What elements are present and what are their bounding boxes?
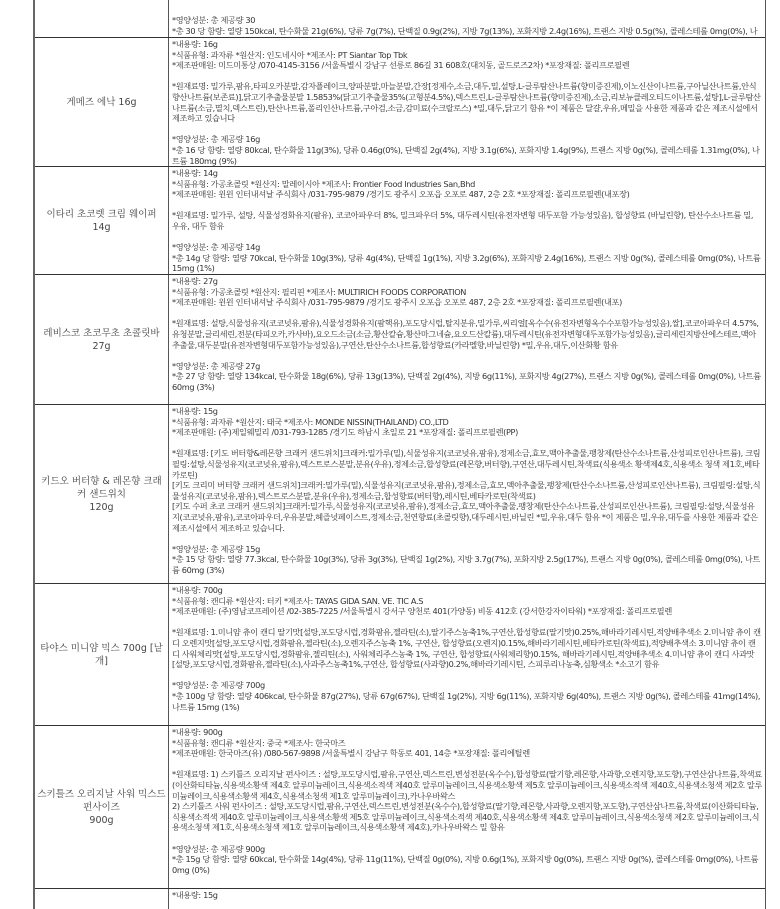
nutrition-detail: *총 27 당 함량: 열량 134kcal, 탄수화물 18g(6%), 당류 13g(13%), 단백질 2g(4%), 지방 6g(11%), 포화지방 4g(27%), 트랜스 지방 0g(%), 콜레스테롤 0mg(0%), 나트륨 60mg (3%) (172, 371, 761, 392)
table-row (35, 167, 765, 275)
product-info-cell (169, 0, 765, 37)
nutrition-title: *영양성분: 총 제공량 27g (172, 360, 260, 371)
volume: *내용량: 700g (172, 585, 223, 595)
product-info-cell (169, 889, 765, 909)
table-row (35, 0, 765, 38)
product-name-cell: 이타리 초코렛 크림 웨이퍼 14g (35, 167, 169, 274)
ingredients: *원재료명: 설탕,식물성유지(코코넛유,팜유),식물성경화유지(팜핵유),포도당시럽,탈지분유,밀가루,씨리얼[옥수수(유전자변형옥수수포함가능성있음),쌀],코코아파우더 4.57%,유청분말,글리세린,전분(타피오카,카사바),요오드소금(소금,황산칼슘,황산마그네슘,요오드산칼륨),대두레시틴(유전자변형대두포함가능성있음),글리세린지방산에스테르,맥아추출물,대두분말(유전자변형대두포함가능성있음),구연산,탄산수소나트륨,합성향료(카라멜향,바닐린향) *밀,우유,대두,이산화황 함유 (172, 318, 759, 350)
ingredients-3: [키도 수퍼 초코 크래커 샌드위치]크래커:밀가루,식물성유지(코코넛유,팜유),정제소금,효모,맥아추출물,팽창제(탄산수소나트륨,산성피로인산나트륨), 크림필링:설탕,식물성유지(코코넛유,팜유),코코아파우더,우유분말,헤즐넛페이스트,정제소금,천연향료(초콜릿향),대두레시틴,바닐린 *밀,우유,대두 함유 *이 제품은 밀,우유,대두를 사용한 제품과 같은 제조시설에서 제조하고 있습니다. (172, 501, 758, 533)
ingredients: *원재료명: 1.미니얌 츄이 캔디 딸기맛[설탕,포도당시럽,경화팜유,젤라틴(소),딸기주스농축1%,구연산,합성향료(딸기맛)0.25%,해바라기레시틴,적양배추색소 2.미니얌 츄이 캔디 오렌지맛[설탕,포도당시럽,경화팜유,젤라틴(소),오렌지주스농축 1%, 구연산, 합성향료(오렌지)0.15%,해바라기레시틴,베타카로틴(착색료),적양배추색소 3.미니얌 츄이 캔디 사워체리맛[설탕,포도당시럽,경화팜유,젤리틴(소), 사워체리주스농축 1%, 구연산, 합성향료(사워체리향)0.15%, 해바라기레시틴,적양배추색소 4.미니얌 츄이 캔디 사과맛[설탕,포도당시럽,경화팜유,젤라틴(소),사과주스농축1%,구연산, 합성향료(사과향)0.2%,해바라기레시틴, 스피루리나농축,심황색소 *소고기 함유 (172, 627, 761, 670)
volume: *내용량: 900g (172, 727, 223, 737)
product-name-cell (35, 0, 169, 37)
nutrition-title: *영양성분: 총 제공량 900g (172, 843, 265, 854)
nutrition-title: *영양성분: 총 제공량 14g (172, 242, 260, 253)
nutrition-detail: *총 30 당 함량: 열량 150kcal, 탄수화물 21g(6%), 당류 7g(7%), 단백질 0.9g(2%), 지방 7g(13%), 포화지방 2.4g(16%), 트랜스 지방 0.5g(%), 콜레스테롤 0mg(0%), 나 (172, 25, 758, 36)
volume: *내용량: 14g (172, 168, 218, 178)
nutrition-title: *영양성분: 총 제공량 16g (172, 134, 260, 145)
ingredients: *원재료명: 밀가루, 설탕, 식물성경화유지(팜유), 코코아파우더 8%, 밀크파우더 5%, 대두레시틴(유전자변형 대두포함 가능성있음), 합성향료 (바닐린향), 탄산수소나트륨 밀, 우유, 대두 함유 (172, 210, 754, 231)
maker-line: *제조판매원: (주)제일웨밀리 /031-793-1285 /경기도 하남시 초일로 21 *포장재질: 폴리프로필렌(PP) (172, 427, 518, 438)
type-line: *식품유형: 가공초콜릿 *원산지: 말레이시아 *제조사: Frontier Food Industries San,Bhd (172, 178, 475, 189)
ingredients: *원재료명: 1) 스키틀즈 오리지날 펀사이즈 : 설탕,포도당시럽,팜유,구연산,덱스트린,변성전분(옥수수),합성향료(딸기향,레몬향,사과향,오렌지향,포도향),구연산삼나트륨,착색료(이산화티타늄,식용색소황색 제4호 알루미늄레이크,식용색소적색 제40호 알루미늄레이크,식용색소황색 제5호 알루미늄레이크,식용색소적색 제40호,식용색소청색 제2호 알루미늄레이크,식용색소황색 제4호,식용색소청색 제1호 알루미늄레이크),카나우바왁스 (172, 769, 762, 801)
product-info-cell (169, 38, 765, 166)
table-row (35, 584, 765, 726)
type-line: *식품유형: 가공초콜릿 *원산지: 필리핀 *제조사: MULTIRICH FOODS CORPORATION (172, 286, 467, 297)
nutrition-detail: *총 15g 당 함량: 열량 60kcal, 탄수화물 14g(4%), 당류 11g(11%), 단백질 0g(0%), 지방 0.6g(1%), 포화지방 0g(0%), 트랜스 지방 0g(%), 콜레스테롤 0mg(0%), 나트륨 0mg (0%) (172, 854, 759, 875)
ingredients-2: [키도 크리미 버터향 크래커 샌드위치]크래커:밀가루(밀),식물성유지(코코넛유,팜유),정제소금,효모,맥아추출물,팽창제(탄산수소나트륨,산성피로인산나트륨), 크림필링:설탕,식물성유지(코코넛유,팜유),덱스트로스분말,분유(우유),정제소금,합성향료(버터향),레시틴,베타카로틴(착색료) (172, 480, 761, 501)
product-info-cell (169, 726, 765, 888)
ingredients: *원재료명: 밀가루,팜유,타피오카분말,감자플레이크,양파분말,마늘분말,간장[정제수,소금,대두,밀,설탕,L-글루탐산나트륨(향미증진제),이노신산이나트륨,구아닐산나트륨,안식향산나트륨(보존료)],닭고기추출물분말 1.5853%(닭고기추출물35%(고형분4.5%),덱스트린,L-글루탐산나트륨(향미증진제),소금,리보뉴클레오티드이나트륨,설탕],L-글루탐산나트륨(소금,멸치,덱스트린),탄산나트륨,폴리인산나트륨,구아검,소금,감미료(수크랄로스) *밀,대두,닭고기 함유 *이 제품은 달걀,우유,메밀을 사용한 제품과 같은 제조시설에서 제조하고 있습니다 (172, 81, 761, 124)
nutrition-detail: *총 14g 당 함량: 열량 70kcal, 탄수화물 10g(3%), 당류 4g(4%), 단백질 1g(1%), 지방 3.2g(6%), 포화지방 2.4g(16%), 트랜스 지방 0g(%), 콜레스테롤 0mg(0%), 나트륨 15mg (1%) (172, 252, 761, 274)
product-name-cell: 레비스코 초코무초 초콜릿바 27g (35, 275, 169, 404)
product-info-cell (169, 405, 765, 583)
maker-line: *제조판매원: 윈윈 인터내셔날 주식회사 /031-795-9879 /경기도 광주시 오포읍 오포로 487, 2층 2호 *포장재질: 폴리프로필렌(내포장) (172, 189, 630, 200)
table-row (35, 405, 765, 584)
nutrition-title: *영양성분: 총 제공량 30 (172, 15, 256, 25)
nutrition-detail: *총 15 당 함량: 열량 77.3kcal, 탄수화물 10g(3%), 당류 3g(3%), 단백질 1g(2%), 지방 3.7g(7%), 포화지방 2.5g(17%), 트랜스 지방 0g(0%), 콜레스테롤 0mg(0%), 나트륨 60mg (3%) (172, 554, 760, 575)
type-line: *식품유형: 캔디류 *원산지: 중국 *제조사: 한국마즈 (172, 737, 346, 748)
nutrition-title: *영양성분: 총 제공량 15g (172, 543, 260, 554)
nutrition-detail: *총 100g 당 함량: 열량 406kcal, 탄수화물 87g(27%), 당류 67g(67%), 단백질 1g(2%), 지방 6g(11%), 포화지방 6g(40%), 트랜스 지방 0g(%), 콜레스테롤 41mg(14%), 나트륨 15mg (1%) (172, 690, 761, 712)
ingredients-2: 2) 스키틀즈 사워 펀사이즈 : 설탕,포도당시럽,팜유,구연산,덱스트린,변성전분(옥수수),합성향료(딸기향,레몬향,사과향,오렌지향,포도향),구연산삼나트륨,착색료(이산화티타늄,식용색소적색 제40호 알루미늄레이크,식용색소황색 제5호 알루미늄레이크,식용색소적색 제40호,식용색소황색 제4호 알루미늄레이크,식용색소청색 제2호 알루미늄레이크,식용색소청색 제1호,식용색소청색 제1호 알루미늄레이크,식용색소황색 제4호),카나우바왁스 밀 함유 (172, 801, 760, 833)
table-row (35, 726, 765, 889)
maker-line: *제조판매원: (주)영남코프레이션 /02-385-7225 /서울특별시 강서구 양천로 401(가양동) 비동 412호 (강서한강자이타워) *포장재질: 폴리프로필렌 (172, 606, 672, 617)
type-line: *식품유형: 캔디류 *원산지: 터키 *제조사: TAYAS GIDA SAN. VE. TIC A.S (172, 595, 424, 606)
type-line: *식품유형: 과자류 *원산지: 태국 *제조사: MONDE NISSIN(THAILAND) CO.,LTD (172, 416, 449, 427)
product-name-cell: 키드오 버터향 & 레몬향 크래커 샌드위치 120g (35, 405, 169, 583)
product-info-cell (169, 584, 765, 725)
product-name-cell (35, 889, 169, 909)
volume: *내용량: 15g (172, 406, 218, 416)
maker-line: *제조판매원: 미드미통상 /070-4145-3156 /서울특별시 강남구 선릉로 86길 31 608호(대치동, 골드로즈2차) *포장재질: 폴리프로필렌 (172, 60, 630, 71)
product-name-cell: 타야스 미니얌 믹스 700g [낱개] (35, 584, 169, 725)
volume: *내용량: 27g (172, 276, 218, 286)
product-info-cell (169, 167, 765, 274)
volume: *내용량: 15g (172, 890, 218, 900)
nutrition-title: *영양성분: 총 제공량 700g (172, 680, 265, 691)
maker-line: *제조판매원: 윈윈 인터내셔날 주식회사 /031-795-9879 /경기도 광주시 오포읍 오포로 487, 2층 2호 *포장재질: 폴리프로필렌(내포) (172, 297, 622, 308)
table-row (35, 889, 765, 909)
product-name-cell: 스키틀즈 오리지날 사워 믹스드 펀사이즈 900g (35, 726, 169, 888)
nutrition-detail: *총 16 당 함량: 열량 80kcal, 탄수화물 11g(3%), 당류 0.46g(0%), 단백질 2g(4%), 지방 3.1g(6%), 포화지방 1.4g(9%), 트랜스 지방 0g(%), 콜레스테롤 1.31mg(0%), 나트륨 180mg (9%) (172, 144, 760, 166)
table-row (35, 275, 765, 405)
product-info-cell (169, 275, 765, 404)
product-info-table (33, 0, 766, 909)
table-row (35, 38, 765, 167)
ingredients: *원재료명: [키도 버터향&레몬향 크래커 샌드위치]크래커:밀가루(밀),식물성유지(코코넛유,팜유),정제소금,효모,맥아추출물,팽창제(탄산수소나트륨,산성피로인산나트륨), 크림필링:설탕,식물성유지(코코넛유,팜유),덱스트로스분말,분유(우유),정제소금,합성향료(레몬향,버터향),구연산,대두레시틴,착색료(식용색소 황색제4호,식용색소 청색 제1호,베타카로틴) (172, 448, 761, 480)
maker-line: *제조판매원: 한국마즈(유) /080-567-9898 /서울특별시 강남구 학동로 401, 14층 *포장재질: 폴리에틸렌 (172, 748, 530, 759)
volume: *내용량: 16g (172, 39, 218, 49)
type-line: *식품유형: 과자류 *원산지: 인도네시아 *제조사: PT Siantar Top Tbk (172, 49, 408, 60)
product-name-cell: 게메즈 에낙 16g (35, 38, 169, 166)
